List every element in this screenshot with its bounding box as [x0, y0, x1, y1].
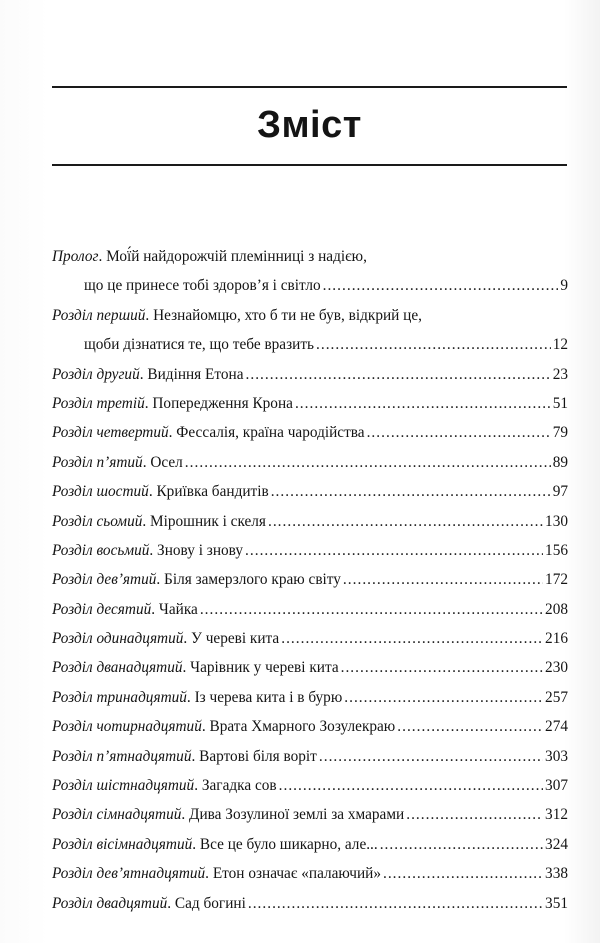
dot-leader: [367, 424, 551, 442]
toc-entry: [52, 865, 568, 894]
toc-page-number: 97: [552, 483, 568, 501]
toc-entry: [52, 366, 568, 395]
toc-entry-title: Криївка бандитів: [156, 483, 269, 501]
toc-entry-label: Розділ восьмий: [52, 541, 150, 559]
toc-entry-separator: .: [191, 747, 200, 765]
toc-entry-separator: .: [192, 835, 200, 853]
dot-leader: [295, 395, 551, 413]
toc-entry: [52, 454, 568, 483]
toc-entry: [52, 659, 568, 688]
toc-line: [52, 630, 568, 659]
toc-entry-label: Розділ перший: [52, 306, 146, 324]
toc-entry-separator: .: [167, 894, 175, 912]
toc-line: [52, 483, 568, 512]
dot-leader: [319, 748, 543, 766]
toc-entry-separator: .: [182, 659, 191, 677]
toc-page-number: 351: [545, 894, 568, 912]
toc-entry: [52, 483, 568, 512]
toc-line: [52, 395, 568, 424]
toc-entry-separator: .: [205, 865, 213, 883]
dot-leader: [397, 718, 543, 736]
dot-leader: [245, 542, 543, 560]
toc-page-number: 312: [545, 806, 568, 824]
toc-entry: [52, 571, 568, 600]
toc-entry-separator: .: [156, 571, 165, 589]
toc-entry-title: Попередження Крона: [152, 394, 293, 412]
toc-entry-title: Врата Хмарного Зозулекраю: [209, 718, 396, 736]
toc-page-number: 79: [552, 424, 568, 442]
toc-entry-label: Розділ дев’ятий: [52, 571, 157, 589]
toc-entry: [52, 307, 568, 366]
toc-line: [52, 895, 568, 924]
toc-entry-title: Мірошник і скеля: [150, 512, 266, 530]
toc-line: [52, 718, 568, 747]
toc-entry-label: Розділ сімнадцятий: [52, 806, 182, 824]
dot-leader: [380, 836, 543, 854]
toc-entry: [52, 836, 568, 865]
toc-line: [52, 424, 568, 453]
toc-entry: [52, 424, 568, 453]
toc-entry-title: Мої́й найдорожчій племінниці з надією,: [106, 248, 367, 265]
toc-line: [52, 454, 568, 483]
toc-entry: [52, 748, 568, 777]
toc-entry-label: Розділ дванадцятий: [52, 659, 183, 677]
dot-leader: [343, 571, 543, 589]
toc-entry-title: Осел: [150, 453, 183, 471]
toc-entry-title: Незнайомцю, хто б ти не був, відкрий це,: [153, 306, 422, 324]
toc-entry-label: Розділ п’ятнадцятий: [52, 747, 192, 765]
toc-entry-title: щоби дізнатися те, що тебе вразить: [84, 336, 314, 354]
toc-entry-label: Розділ вісімнадцятий: [52, 835, 193, 853]
toc-entry: [52, 718, 568, 747]
bottom-rule: [52, 164, 567, 166]
toc-entry-separator: .: [149, 541, 158, 559]
toc-line: [52, 865, 568, 894]
toc-entry-separator: .: [194, 777, 202, 795]
toc-entry-separator: .: [142, 453, 151, 471]
dot-leader: [246, 366, 551, 384]
toc-page-number: 324: [545, 835, 568, 853]
toc-line: [52, 248, 568, 277]
toc-page-number: 172: [545, 571, 568, 589]
toc-entry-separator: .: [151, 600, 159, 618]
toc-page-number: 338: [545, 865, 568, 883]
toc-line: [52, 689, 568, 718]
toc-page-number: 208: [545, 600, 568, 618]
page-title: Зміст: [257, 104, 362, 146]
toc-entry-label: Розділ десятий: [52, 600, 152, 618]
toc-page-number: 230: [545, 659, 568, 677]
toc-line: [52, 748, 568, 777]
toc-page-number: 307: [545, 777, 568, 795]
toc-entry-label: Розділ сьомий: [52, 512, 143, 530]
toc-entry-label: Розділ другий: [52, 365, 140, 383]
toc-entry-label: Розділ чотирнадцятий: [52, 718, 202, 736]
toc-entry-title: Загадка сов: [201, 777, 277, 795]
table-of-contents: [52, 248, 568, 924]
toc-entry-separator: .: [168, 424, 177, 442]
toc-line: [52, 777, 568, 806]
toc-entry: [52, 542, 568, 571]
toc-entry-separator: .: [201, 718, 210, 736]
toc-entry-separator: .: [183, 630, 192, 648]
dot-leader: [279, 777, 543, 795]
toc-page-number: 130: [545, 512, 568, 530]
toc-entry-title: Чайка: [158, 600, 198, 618]
toc-entry-title: Сад богині: [174, 894, 246, 912]
toc-entry: [52, 777, 568, 806]
toc-entry: [52, 601, 568, 630]
toc-entry-title: Етон означає «палаючий»: [212, 865, 381, 883]
toc-entry-title: Чарівник у череві кита: [190, 659, 339, 677]
dot-leader: [316, 336, 551, 354]
toc-line: [52, 513, 568, 542]
toc-page-number: 9: [560, 277, 568, 295]
toc-entry-label: Розділ четвертий: [52, 424, 169, 442]
toc-entry: [52, 395, 568, 424]
toc-entry-label: Розділ дев’ятнадцятий: [52, 865, 206, 883]
toc-entry: [52, 630, 568, 659]
toc-entry-title: що це принесе тобі здоров’я і світло: [84, 277, 321, 295]
toc-entry-separator: .: [145, 306, 154, 324]
toc-page-number: 23: [552, 365, 568, 383]
toc-entry-title: У череві кита: [191, 630, 280, 648]
toc-entry-separator: .: [144, 394, 153, 412]
dot-leader: [341, 659, 543, 677]
dot-leader: [271, 483, 551, 501]
toc-page-number: 274: [545, 718, 568, 736]
dot-leader: [248, 895, 543, 913]
toc-line: [52, 659, 568, 688]
dot-leader: [185, 454, 551, 472]
toc-entry-separator: .: [139, 365, 148, 383]
dot-leader: [406, 806, 543, 824]
toc-page-number: 89: [552, 453, 568, 471]
toc-line: [52, 601, 568, 630]
toc-page-number: 257: [545, 688, 568, 706]
toc-entry-title: Знову і знову: [157, 541, 244, 559]
toc-entry-title: Із черева кита і в бурю: [194, 688, 343, 706]
toc-entry-label: Розділ одинадцятий: [52, 630, 184, 648]
toc-page-number: 12: [552, 336, 568, 354]
toc-page-number: 51: [552, 394, 568, 412]
toc-entry-label: Пролог: [52, 248, 99, 265]
toc-entry-label: Розділ п’ятий: [52, 453, 143, 471]
toc-entry-label: Розділ шостий: [52, 483, 149, 501]
toc-line: [52, 542, 568, 571]
toc-entry-label: Розділ шістнадцятий: [52, 777, 195, 795]
toc-entry-title: Вартові біля воріт: [199, 747, 317, 765]
toc-line: [52, 571, 568, 600]
toc-line: [52, 307, 568, 336]
toc-entry-separator: .: [142, 512, 151, 530]
dot-leader: [323, 277, 559, 295]
toc-entry-title: Дива Зозулиної землі за хмарами: [189, 806, 405, 824]
toc-page-number: 156: [545, 541, 568, 559]
toc-entry-title: Все це було шикарно, але...: [199, 835, 378, 853]
toc-entry-separator: .: [181, 806, 190, 824]
toc-entry: [52, 806, 568, 835]
toc-entry-separator: .: [98, 248, 107, 265]
dot-leader: [281, 630, 543, 648]
toc-entry-label: Розділ двадцятий: [52, 894, 168, 912]
dot-leader: [344, 689, 543, 707]
toc-entry: [52, 513, 568, 542]
dot-leader: [268, 513, 543, 531]
toc-entry-title: Видіння Етона: [147, 365, 244, 383]
toc-entry: [52, 895, 568, 924]
toc-entry-separator: .: [148, 483, 157, 501]
toc-entry: [52, 689, 568, 718]
toc-page-number: 303: [545, 747, 568, 765]
toc-entry-separator: .: [186, 688, 195, 706]
dot-leader: [200, 601, 543, 619]
toc-entry: [52, 248, 568, 307]
toc-entry-title: Фессалія, країна чародійства: [176, 424, 365, 442]
toc-entry-label: Розділ тринадцятий: [52, 688, 187, 706]
toc-entry-label: Розділ третій: [52, 394, 145, 412]
toc-line: [52, 336, 568, 365]
toc-line: [52, 277, 568, 306]
dot-leader: [383, 865, 543, 883]
toc-page-number: 216: [545, 630, 568, 648]
top-rule: [52, 86, 567, 88]
toc-line: [52, 836, 568, 865]
toc-entry-title: Біля замерзлого краю світу: [164, 571, 341, 589]
toc-line: [52, 806, 568, 835]
toc-line: [52, 366, 568, 395]
